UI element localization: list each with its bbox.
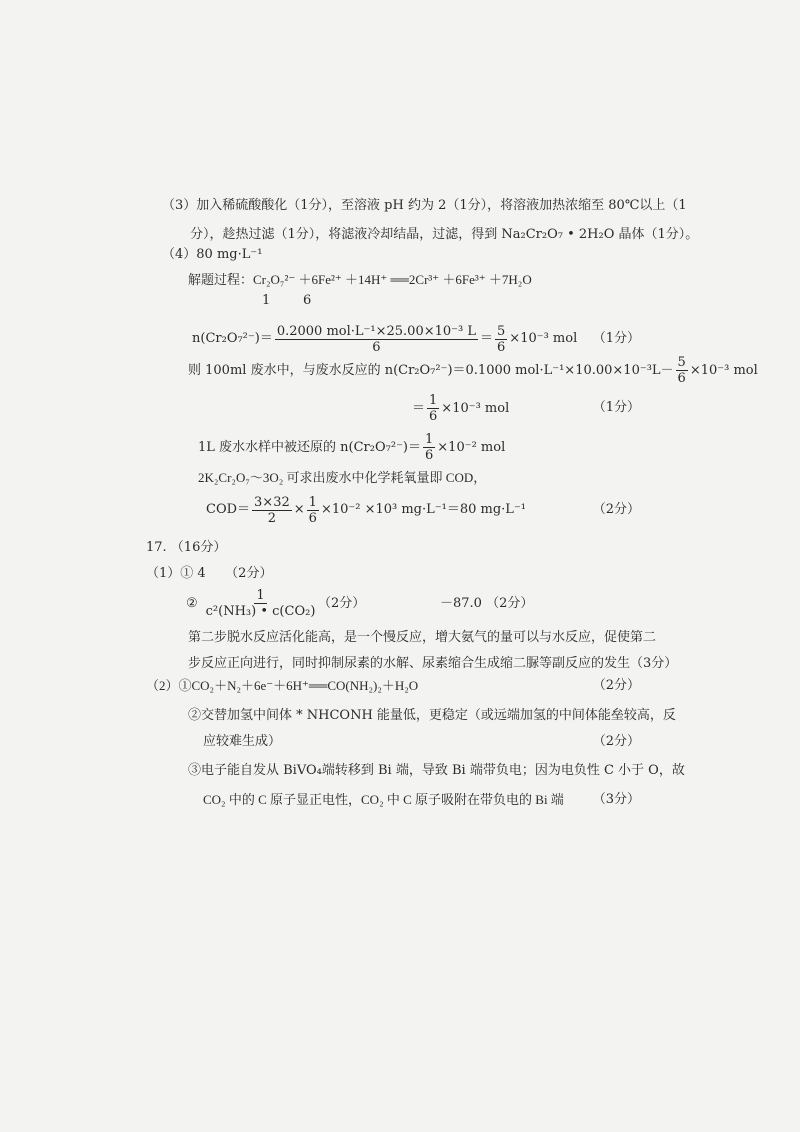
q17-part1-2-points: （2分） bbox=[318, 596, 366, 611]
reacted-tail: ×10⁻³ mol bbox=[689, 362, 758, 378]
q17-part1-3-line2: 步反应正向进行，同时抑制尿素的水解、尿素缩合生成缩二脲等副反应的发生（3分） bbox=[188, 656, 678, 671]
reacted-result-den: 6 bbox=[429, 409, 438, 424]
n-calculation bbox=[192, 322, 577, 356]
reacted-calculation bbox=[188, 355, 758, 386]
reacted-equals: ＝ bbox=[412, 400, 426, 416]
cod-relation: 2K₂Cr₂O₇～3O₂ 可求出废水中化学耗氧量即 COD， bbox=[198, 470, 487, 485]
q17-part1-2 bbox=[186, 588, 319, 619]
n-fraction bbox=[275, 324, 478, 355]
cod-f2-den: 6 bbox=[308, 510, 317, 526]
q17-part2-1-points: （2分） bbox=[592, 678, 640, 693]
q17-part2-2-line2: 应较难生成） bbox=[203, 734, 282, 749]
reacted-fraction bbox=[676, 355, 688, 386]
q17-part2-2-line1: ②交替加氢中间体 * NHCONH 能量低，更稳定（或远端加氢的中间体能垒较高，反 bbox=[188, 708, 676, 723]
n-equals: ＝ bbox=[480, 331, 494, 346]
q16-part4-answer: （4）80 mg·L⁻¹ bbox=[162, 247, 263, 262]
q17-part2-2-points: （2分） bbox=[592, 734, 640, 749]
reduced-fraction bbox=[423, 432, 435, 463]
n-denominator: 6 bbox=[372, 339, 381, 355]
n-label: n(Cr₂O₇²⁻)＝ bbox=[192, 331, 273, 346]
ratio-1: 1 bbox=[262, 293, 271, 308]
cod-fraction-1 bbox=[252, 495, 292, 526]
q17-part1-2-value: －87.0 （2分） bbox=[440, 596, 534, 611]
q16-part4-process: 解题过程：Cr₂O₇²⁻ ＋6Fe²⁺ ＋14H⁺ ══2Cr³⁺ ＋6Fe³⁺ ＋7H₂O bbox=[188, 272, 532, 287]
cod-tail: ×10⁻² ×10³ mg·L⁻¹＝80 mg·L⁻¹ bbox=[320, 502, 527, 517]
cod-times: × bbox=[293, 502, 305, 517]
reacted-result-num: 1 bbox=[429, 393, 438, 408]
q17-part1-1: （1）① 4 （2分） bbox=[146, 566, 273, 581]
ratio-6: 6 bbox=[303, 293, 312, 308]
cod-f1-num: 3×32 bbox=[254, 494, 290, 510]
reacted-result-tail: ×10⁻³ mol bbox=[441, 400, 510, 416]
cod-prefix: COD＝ bbox=[206, 502, 251, 517]
q17-part1-2-den: c²(NH₃) • c(CO₂) bbox=[205, 604, 316, 619]
reduced-prefix: 1L 废水水样中被还原的 n(Cr₂O₇²⁻)＝ bbox=[198, 439, 421, 455]
q17-part1-2-num: 1 bbox=[256, 588, 265, 603]
reacted-frac-num: 5 bbox=[677, 355, 686, 370]
reacted-prefix: 则 100ml 废水中，与废水反应的 n(Cr₂O₇²⁻)＝0.1000 mol·L⁻¹×10.00×10⁻³L－ bbox=[188, 362, 674, 378]
n-result-num: 5 bbox=[497, 323, 506, 339]
reduced-calculation bbox=[198, 432, 505, 463]
q17-part2-3-points: （3分） bbox=[592, 792, 640, 807]
q17-part2-1: （2）①CO₂＋N₂＋6e⁻＋6H⁺══CO(NH₂)₂＋H₂O bbox=[146, 678, 419, 693]
n-result-den: 6 bbox=[497, 339, 506, 355]
q17-part2-3-line2: CO₂ 中的 C 原子显正电性，CO₂ 中 C 原子吸附在带负电的 Bi 端 bbox=[203, 792, 564, 807]
cod-fraction-2 bbox=[307, 495, 319, 526]
reduced-den: 6 bbox=[425, 448, 434, 463]
cod-points: （2分） bbox=[592, 502, 640, 517]
reacted-result-fraction bbox=[427, 393, 439, 424]
q17-part1-2-fraction bbox=[204, 588, 318, 619]
q16-part3-line2: 分），趁热过滤（1分），将滤液冷却结晶，过滤，得到 Na₂Cr₂O₇ • 2H₂O 晶体（1分）。 bbox=[190, 227, 699, 242]
n-points: （1分） bbox=[592, 331, 640, 346]
reduced-tail: ×10⁻² mol bbox=[437, 439, 506, 455]
q16-part3-line1: （3）加入稀硫酸酸化（1分），至溶液 pH 约为 2（1分），将溶液加热浓缩至 80℃以上（1 bbox=[162, 198, 687, 213]
n-numerator: 0.2000 mol·L⁻¹×25.00×10⁻³ L bbox=[276, 323, 476, 339]
q17-part1-3-line1: 第二步脱水反应活化能高，是一个慢反应，增大氨气的量可以与水反应，促使第二 bbox=[188, 630, 657, 645]
n-tail: ×10⁻³ mol bbox=[509, 331, 578, 346]
q17-part1-2-mark: ② bbox=[186, 595, 198, 611]
reacted-frac-den: 6 bbox=[677, 371, 686, 386]
reacted-result bbox=[412, 393, 509, 424]
cod-calculation bbox=[206, 494, 526, 526]
cod-f1-den: 2 bbox=[267, 510, 277, 526]
q17-part2-3-line1: ③电子能自发从 BiVO₄端转移到 Bi 端，导致 Bi 端带负电；因为电负性 C 小于 O，故 bbox=[188, 763, 685, 778]
reacted-points: （1分） bbox=[592, 400, 640, 415]
reduced-num: 1 bbox=[425, 432, 434, 447]
n-result-fraction bbox=[495, 324, 507, 355]
q17-header: 17. （16分） bbox=[146, 540, 227, 555]
cod-f2-num: 1 bbox=[308, 494, 317, 510]
